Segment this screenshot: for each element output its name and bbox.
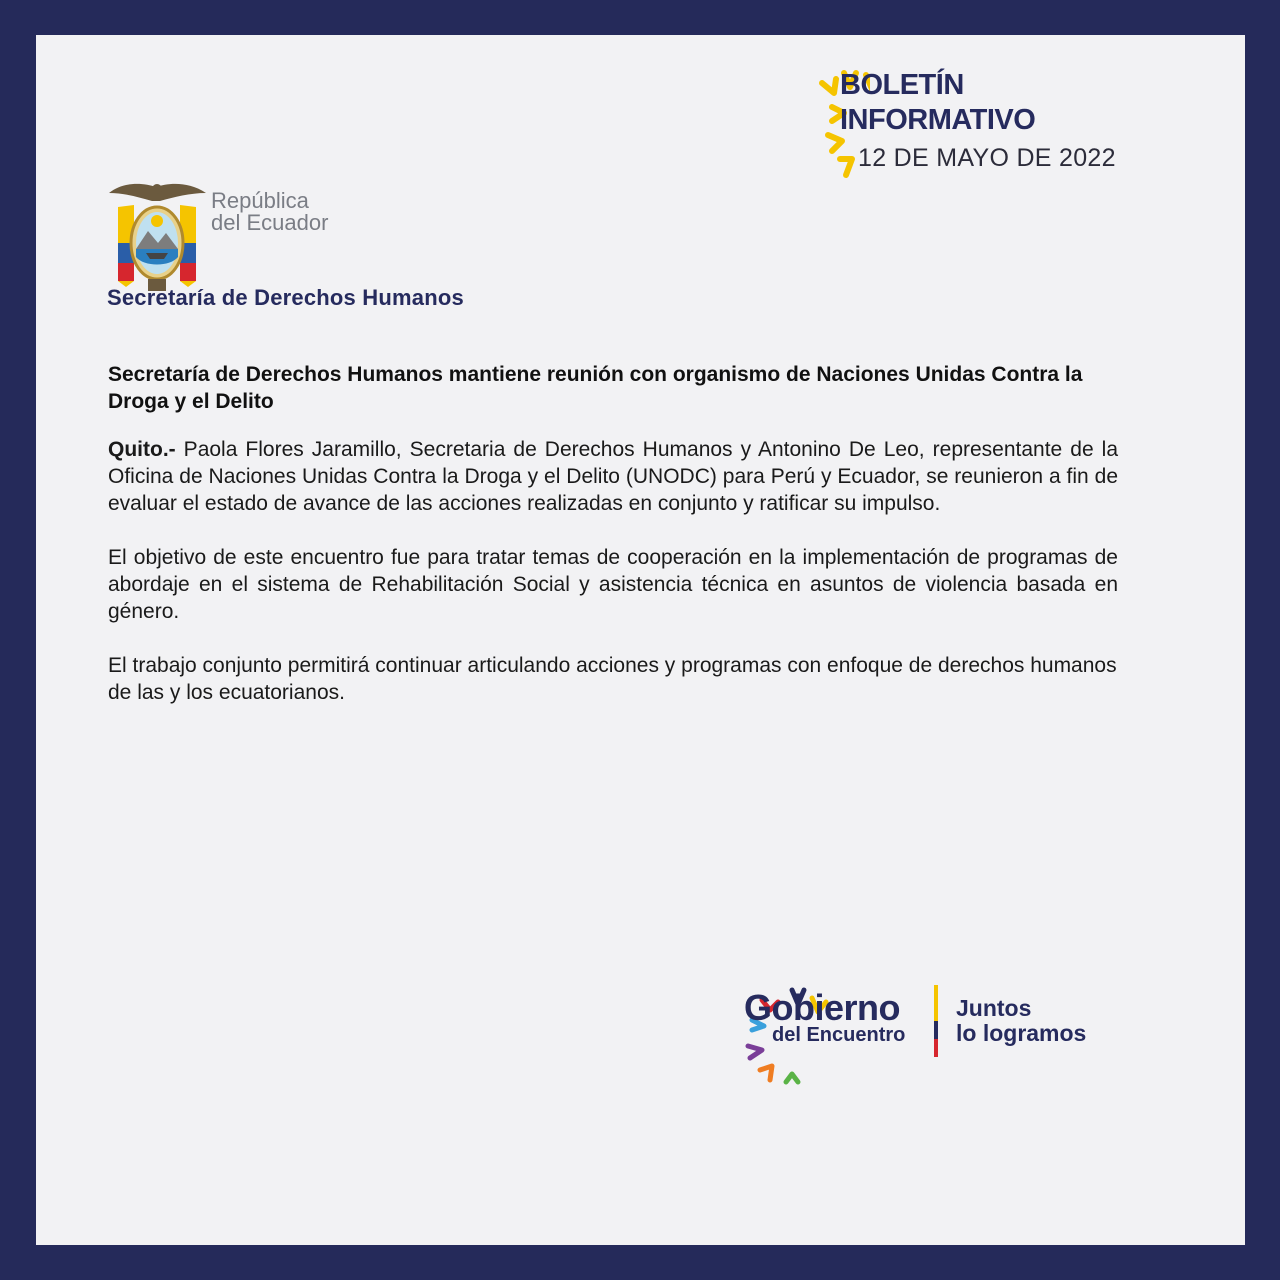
government-logo-name: Gobierno [744,987,900,1028]
article-body [108,436,1118,733]
government-logo-subname: del Encuentro [772,1024,906,1046]
slogan-line2: lo logramos [956,1020,1087,1046]
ecuador-coat-of-arms-icon [104,145,209,300]
bulletin-title-line2: INFORMATIVO [840,104,1036,136]
bulletin-title-line1: BOLETÍN [840,69,964,101]
department-name: Secretaría de Derechos Humanos [107,285,464,310]
dateline: Quito.- [108,438,176,461]
article-paragraph-3: El trabajo conjunto permitirá continuar articulando acciones y programas con enfoque de derechos humanos de las y los ecuatorianos. [108,654,1117,704]
country-name-line2: del Ecuador [211,210,329,235]
flag-divider [934,985,938,1057]
bulletin-date: 12 DE MAYO DE 2022 [858,144,1116,172]
country-name-line1: República [211,188,309,213]
article-paragraph-2: El objetivo de este encuentro fue para tratar temas de cooperación en la implementación de programas de abordaje en el sistema de Rehabilitación Social y asistencia técnica en asuntos de violencia basada en género. [108,546,1118,623]
bulletin-title [840,68,1035,138]
country-name [211,190,328,234]
article-headline: Secretaría de Derechos Humanos mantiene reunión con organismo de Naciones Unidas Contra la Droga y el Delito [108,363,1083,413]
article-paragraph-1 [108,436,1118,517]
article-paragraph-1-text: Paola Flores Jaramillo, Secretaria de Derechos Humanos y Antonino De Leo, representante de la Oficina de Naciones Unidas Contra la Droga y el Delito (UNODC) para Perú y Ecuador, se reunieron a fin de evaluar el estado de avance de las acciones realizadas en conjunto y ratificar su impulso. [108,438,1118,515]
slogan [956,996,1086,1046]
slogan-line1: Juntos [956,995,1032,1021]
